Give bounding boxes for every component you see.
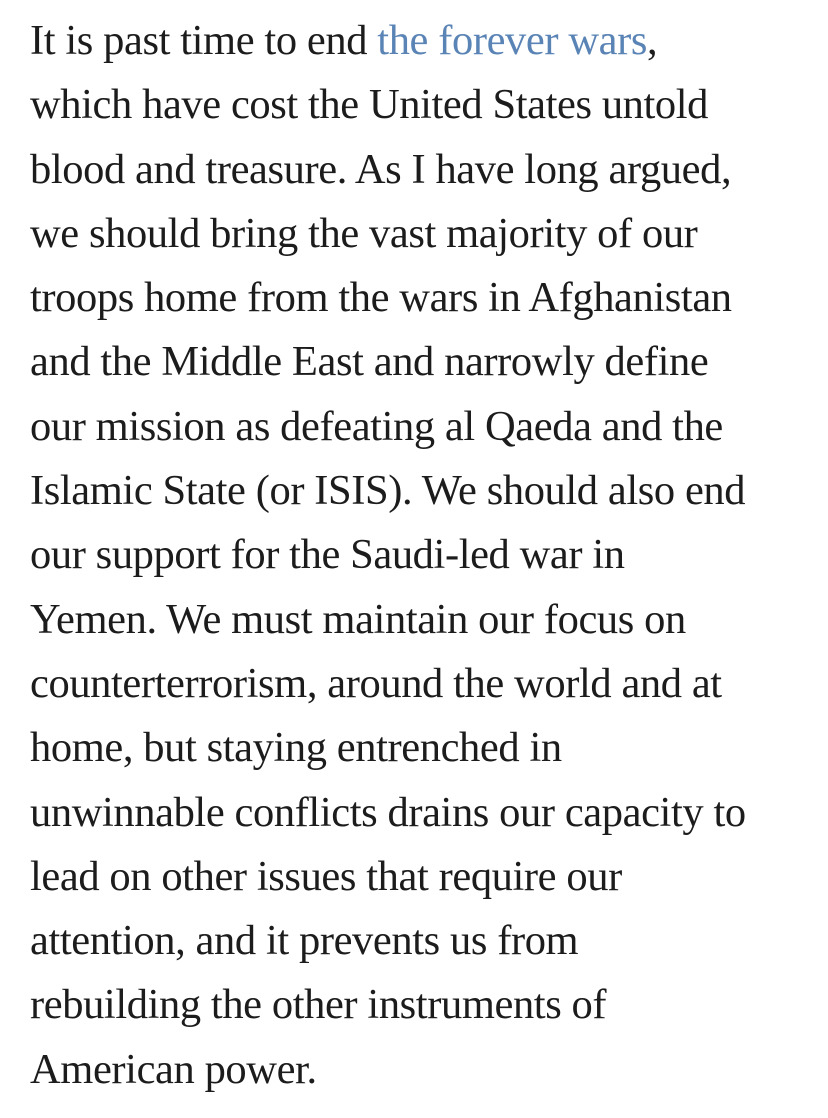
paragraph-line: troops home from the wars in Afghanistan [30, 274, 732, 322]
paragraph-text: It is past time to end [30, 17, 378, 64]
paragraph-line [30, 9, 820, 73]
paragraph-line: American power. [30, 1045, 317, 1093]
paragraph-text: , [647, 17, 658, 64]
paragraph-line: our mission as defeating al Qaeda and the [30, 402, 723, 450]
paragraph-line: we should bring the vast majority of our [30, 209, 698, 257]
paragraph-line: rebuilding the other instruments of [30, 981, 607, 1029]
forever-wars-link[interactable]: the forever wars [377, 17, 647, 64]
paragraph-line: lead on other issues that require our [30, 852, 622, 900]
paragraph-line: attention, and it prevents us from [30, 917, 579, 965]
paragraph-line: Islamic State (or ISIS). We should also end [30, 467, 746, 515]
paragraph-line: unwinnable conflicts drains our capacity to [30, 788, 746, 836]
paragraph-line: Yemen. We must maintain our focus on [30, 595, 686, 643]
article-paragraph [30, 9, 820, 1102]
paragraph-line: blood and treasure. As I have long argued, [30, 145, 732, 193]
paragraph-line: home, but staying entrenched in [30, 724, 562, 772]
paragraph-line: our support for the Saudi-led war in [30, 531, 625, 579]
paragraph-line: counterterrorism, around the world and at [30, 659, 722, 707]
paragraph-line: which have cost the United States untold [30, 81, 709, 129]
paragraph-line: and the Middle East and narrowly define [30, 338, 709, 386]
